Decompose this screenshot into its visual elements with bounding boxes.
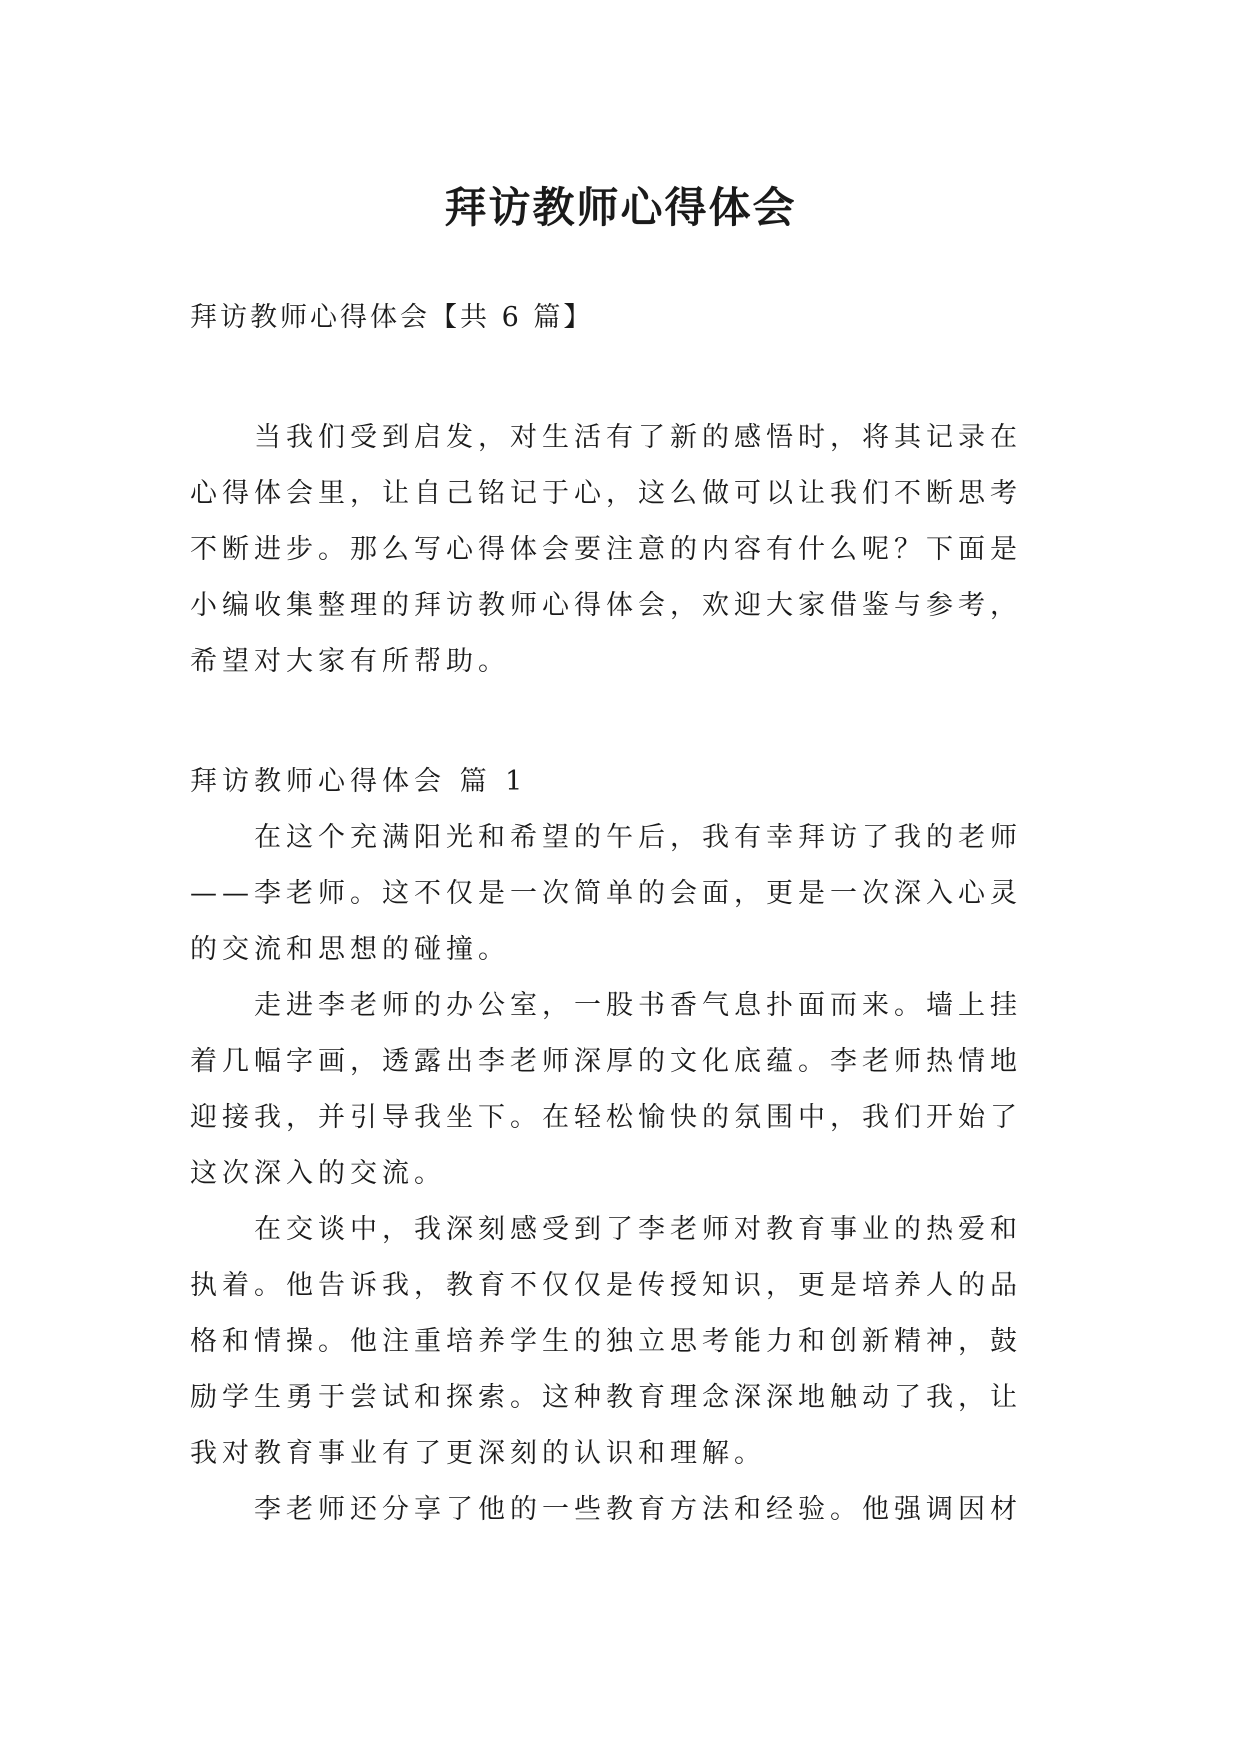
spacer xyxy=(190,346,1050,410)
section-heading: 拜访教师心得体会 篇 1 xyxy=(190,766,528,797)
body-paragraph: 李老师还分享了他的一些教育方法和经验。他强调因材 xyxy=(254,1494,1022,1525)
document-subtitle: 拜访教师心得体会【共 6 篇】 xyxy=(190,302,594,333)
spacer xyxy=(190,690,1050,754)
body-paragraph: 在交谈中，我深刻感受到了李老师对教育事业的热爱和执着。他告诉我，教育不仅仅是传授知识，更是培养人的品格和情操。他注重培养学生的独立思考能力和创新精神，鼓励学生勇于尝试和探索。这种教育理念深深地触动了我，让我对教育事业有了更深刻的认识和理解。 xyxy=(190,1214,1022,1469)
document-title: 拜访教师心得体会 xyxy=(444,183,797,233)
body-paragraph: 在这个充满阳光和希望的午后，我有幸拜访了我的老师——李老师。这不仅是一次简单的会面，更是一次深入心灵的交流和思想的碰撞。 xyxy=(190,822,1022,965)
intro-paragraph: 当我们受到启发，对生活有了新的感悟时，将其记录在心得体会里，让自己铭记于心，这么做可以让我们不断思考不断进步。那么写心得体会要注意的内容有什么呢？下面是小编收集整理的拜访教师心得体会，欢迎大家借鉴与参考，希望对大家有所帮助。 xyxy=(190,422,1022,677)
body-paragraph: 走进李老师的办公室，一股书香气息扑面而来。墙上挂着几幅字画，透露出李老师深厚的文化底蕴。李老师热情地迎接我，并引导我坐下。在轻松愉快的氛围中，我们开始了这次深入的交流。 xyxy=(190,990,1022,1189)
document-body xyxy=(190,290,1050,1538)
